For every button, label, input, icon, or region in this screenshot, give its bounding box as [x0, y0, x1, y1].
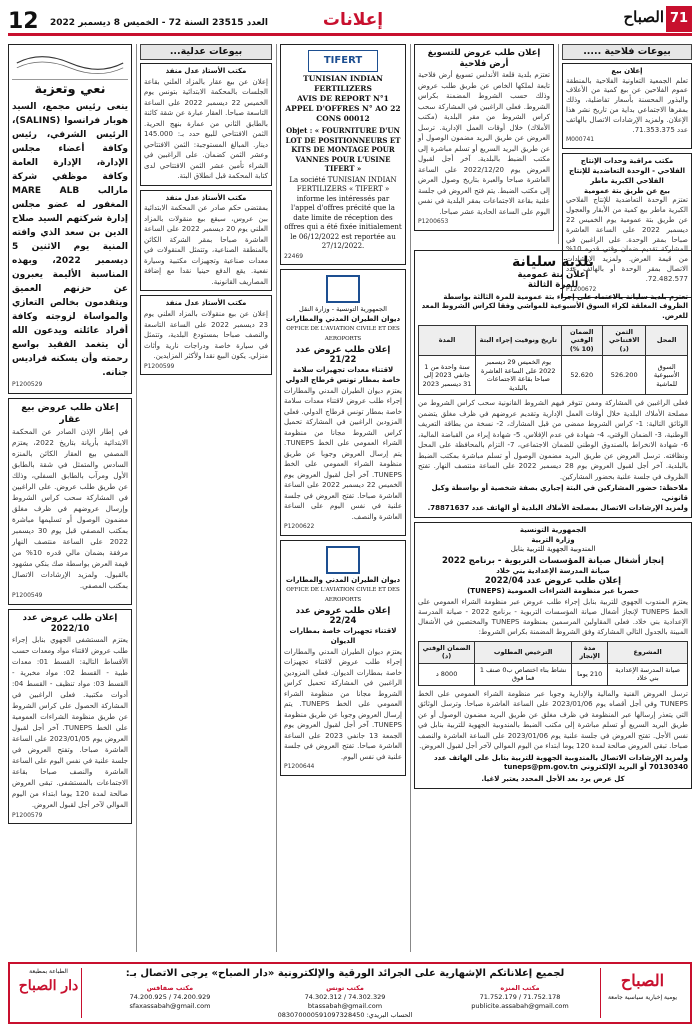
table-header: مدة الإنجاز [572, 641, 608, 663]
oaca-2-title: إعلان طلب عروض عدد 22/24 [295, 606, 391, 627]
siliana-subtitle-1: إعلان بتة عمومية [517, 270, 589, 280]
siliana-intro: تعتزم بلدية سليانة بالاعتماد على إجراء بتة عمومية للمرة الثالثة بواسطة الظروف المغلقة لكراء السوق الأسبوعية للمواشي وفقا لكراس الشروط المعد للغرض. [421, 292, 688, 321]
condolence-title: نعي وتعزية [34, 82, 106, 97]
footer-offices [90, 984, 600, 1011]
land-rent-text: تعتزم بلدية قلعة الأندلس تسويغ أرض فلاحية تابعة لملكها الخاص عن طريق طلب عروض وذلك حسب الشروط المضمنة بكراس الشروط. فعلى الراغبين في المشاركة سحب كراس الشروط من مقر البلدية (مكتب الأملاك) خلال أوقات العمل الإدارية. ترسل العروض عن طريق البريد مضمون الوصول أو عن طريق البريد السريع أو تسلم مباشرة إلى مكتب الضبط بالبلدية. آخر أجل لقبول العروض يوم 2022/12/20 على الساعة العاشرة صباحا والعبرة بتاريخ وصول العرض إلى مكتب الضبط. يتم فتح العروض في جلسة علنية بقاعة الاجتماعات بمقر البلدية في نفس اليوم على الساعة الحادية عشر صباحا. [418, 71, 550, 216]
condolence-notice [8, 44, 132, 394]
column-1 [8, 44, 132, 952]
judicial-sales-ref: P1200599 [144, 362, 175, 370]
auction-ref: P1200549 [12, 591, 43, 599]
office-label: مكتب صفاقس [146, 984, 194, 992]
oaca-1-office: ديوان الطيران المدني والمطارات [285, 315, 401, 324]
oaca-2-office-fr: OFFICE DE L'AVIATION CIVILE ET DES AEROPORTS [286, 586, 400, 603]
siliana-subtitle-2: للمرة الثالثة [527, 279, 579, 290]
agri-ref-2: P1200672 [566, 285, 597, 293]
table-cell: 210 يوما [572, 663, 608, 685]
footer-logo-tagline: يومية إخبارية سياسية جامعة [607, 994, 678, 1001]
table-cell: نشاط بناء اختصاص ب0 صنف 1 فما فوق [475, 663, 572, 685]
edu-text: ترسل العروض الفنية والمالية والإدارية وجوبا عبر منظومة الشراء العمومي على الخط TUNEPS وفي أجل أقصاه يوم 2023/01/06 على الساعة العاشرة صباحا. وترسل الوثائق التي يتعذر إرسالها عبر المنظومة في ظرف مغلق عن طريق البريد مضمون الوصول أو عن طريق البريد السريع أو تسلم مباشرة إلى مكتب الضبط بالمندوبية الجهوية للتربية بنابل في نفس الأجل. تفتح العروض في جلسة علنية يوم 2023/01/06 على الساعة العاشرة والنصف صباحا. تبقى العروض صالحة لمدة 120 يوما ابتداء من اليوم الموالي لآخر أجل لقبول العروض. [418, 689, 689, 751]
office-email[interactable]: btassabah@gmail.com [307, 1002, 383, 1010]
edu-table [418, 641, 688, 686]
table-cell: صيانة المدرسة الإعدادية بني خلاد [608, 663, 688, 685]
issue-line: العدد 23515 السنة 72 - الخميس 8 ديسمبر 2022 [50, 18, 268, 28]
table-header: المحل [646, 325, 688, 356]
oaca-1-ministry: الجمهورية التونسية - وزارة النقل [299, 305, 387, 314]
agri-unit-text: تعتزم الوحدة التعاضدية للإنتاج الفلاحي الكبرية ماطر بيع كمية من الأبقار والعجول عن طريق بتة عمومية يوم الخميس 22 ديسمبر 2022 على الساعة العاشرة صباحا بمقر الوحدة. على الراغبين في المشاركة تقديم ضمان وقتي قدره 10% من قيمة العرض. ولمزيد الإرشادات الاتصال بمقر الوحدة أو بالهاتف عدد 72.482.577. [566, 196, 688, 283]
office-sfax [90, 984, 250, 1011]
siliana-title: بلدية سليانة [512, 254, 594, 270]
footer-logo-name: الصباح [620, 971, 665, 990]
judicial-sale-2-title: مكتب الأستاذ عدل منفذ [165, 193, 247, 202]
agri-notice-title: إعلان بيع [611, 66, 643, 75]
table-cell: 8000 د [419, 663, 475, 685]
oaca-1-ref: P1200622 [284, 523, 315, 531]
office-phone: 74.302.312 / 74.302.329 [304, 993, 386, 1001]
oaca-1-text: يعتزم ديوان الطيران المدني والمطارات إجراء طلب عروض لاقتناء معدات سلامة خاصة بمطار تونس قرطاج الدولي. فعلى المزودين الراغبين في المشاركة تحميل كراس الشروط مجانا من منظومة الشراء العمومي على الخط TUNEPS. يتم إرسال العروض وجوبا عن طريق منظومة الشراء العمومي على الخط TUNEPS. آخر أجل لقبول العروض يوم الخميس 22 ديسمبر 2022 على الساعة العاشرة صباحا. تفتح العروض في جلسة علنية في نفس اليوم على الساعة العاشرة والنصف. [284, 386, 402, 521]
oaca-logo-icon [326, 275, 360, 303]
office-label: مكتب المنزه [500, 984, 540, 992]
siliana-table [418, 325, 688, 396]
column-divider [136, 44, 137, 952]
siliana-contact: ولمزيد الإرشادات الاتصال بمصلحة الأملاك البلدية أو الهاتف عدد 78871637. [427, 504, 688, 513]
tifert-object: Objet : « FOURNITURE D'UN LOT DE POSITIONNEURS ET KITS DE MONTAGE POUR VANNES POUR L'USINE TIFERT » [285, 126, 401, 173]
land-rent-notice [414, 44, 554, 231]
tifert-ref: 22469 [284, 252, 304, 260]
office-email[interactable]: publicite.assabah@gmail.com [471, 1002, 569, 1010]
judicial-sale-1 [140, 63, 272, 186]
auction-text: في إطار الإذن الصادر عن المحكمة الابتدائية بأريانة بتاريخ 2022، يعتزم المصفي بيع العقار الكائن بالمنزه السادس والمتمثل في شقة بالطابق الأول ومرآب بالطابق السفلي، وذلك عن طريق طلب عروض. على الراغبين في المشاركة سحب كراس الشروط وإرسال عروضهم في ظرف مغلق مضمون الوصول أو تسليمها مباشرة بمكتب المصفي قبل يوم 30 ديسمبر 2022 على الساعة منتصف النهار مرفقة بضمان مالي قدره 10% من قيمة العرض بواسطة صك بنكي مشهود بالقبول. ولمزيد الإرشادات الاتصال بمكتب المصفي. [12, 426, 129, 590]
judicial-sale-3-text: إعلان عن بيع منقولات بالمزاد العلني يوم 23 ديسمبر 2022 على الساعة التاسعة والنصف صباحا بمستودع البلدية، وتتمثل في سيارة خاصة ودراجات نارية وأثاث منزلي. يكون البيع نقدا ولأكثر المزايدين. [144, 310, 268, 361]
edu-subtitle: صيانة المدرسة الإعدادية بني خلاد [496, 567, 610, 576]
edu-title: إنجاز أشغال صيانة المؤسسات التربوية - برنامج 2022 [442, 556, 664, 567]
table-header: الضمان الوقتي (د) [419, 641, 475, 663]
auction-notice [8, 398, 132, 605]
oaca-tender-1 [280, 269, 406, 536]
siliana-text: فعلى الراغبين في المشاركة وممن تتوفر فيهم الشروط القانونية سحب كراس الشروط من مصلحة الأملاك البلدية خلال أوقات العمل الإدارية وتقديم عروضهم في ظرف مغلق يتضمن الوثائق التالية: 1- كراس الشروط ممضى من قبل المشارك، 2- نسخة من بطاقة التعريف الوطنية، 3- الضمان الوقتي، 4- شهادة في عدم الإفلاس، 5- شهادة إبراء من القباضة المالية، 6- شهادة الانخراط بالصندوق الوطني للضمان الاجتماعي، 7- التزام بالمحافظة على المحل ونظافته. ترسل العروض عن طريق البريد مضمون الوصول أو تسلم مباشرة بمكتب الضبط بالبلدية. آخر أجل لقبول العروض يوم 28 ديسمبر 2022 على الساعة منتصف النهار. تفتح الظروف في جلسة علنية بحضور المشاركين. [418, 399, 688, 481]
footer-logo [600, 968, 684, 1018]
table-header: الثمن الافتتاحي (د) [602, 325, 645, 356]
tifert-body: La société TUNISIAN INDIAN FERTILIZERS « TIFERT » informe les intéressés par l'appel d'offres précité que la date limite de réception des offres qui a été fixée initialement le 06/12/2022 est reportée au 27/12/2022. [284, 175, 402, 250]
footer-logo2-tagline: الطباعة بمطبعة [29, 968, 68, 975]
agri-unit-title: مكتب مراقبة وحدات الإنتاج الفلاحي - الوحدة التعاضدية للإنتاج الفلاحي الكبرية ماطر [568, 157, 686, 185]
edu-contact: ولمزيد الإرشادات الاتصال بالمندوبية الجهوية للتربية بنابل على الهاتف عدد 70130340 أو البريد الإلكتروني tuneps@pm.gov.tn [434, 753, 688, 772]
condolence-ref: P1200529 [12, 381, 43, 388]
masthead-name: الصباح [623, 8, 664, 26]
table-row [419, 356, 688, 395]
agri-sales-band: بيوعات فلاحية ..... [562, 44, 692, 60]
column-4 [414, 44, 554, 244]
oaca-2-text: يعتزم ديوان الطيران المدني والمطارات إجراء طلب عروض لاقتناء تجهيزات خاصة بمطارات الديوان. فعلى المزودين الراغبين في المشاركة تحميل كراس الشروط مجانا من منظومة الشراء العمومي على الخط TUNEPS. يتم إرسال العروض وجوبا عن طريق منظومة TUNEPS. آخر أجل لقبول العروض يوم الجمعة 13 جانفي 2023 على الساعة العاشرة صباحا. تفتح العروض في جلسة علنية في نفس اليوم. [284, 647, 403, 761]
table-header-row [419, 325, 688, 356]
table-header: تاريخ ونوقيت إجراء البتة [476, 325, 561, 356]
agri-notice-text: تعلم الجمعية التعاونية الفلاحية بالمنطقة عموم الفلاحين عن بيع كمية من الأعلاف والبذور المحسنة بأسعار تفاضلية، وذلك بمقرها الاجتماعي بداية من تاريخ نشر هذا الإعلان. ولمزيد الإرشادات الاتصال بالهاتف عدد 71.353.375. [566, 76, 688, 134]
edu-intro: يعتزم المندوب الجهوي للتربية بنابل إجراء طلب عروض عبر منظومة الشراء العمومي على الخط TUNEPS لإنجاز أشغال صيانة المؤسسات التربوية - برنامج 2022 - صيانة المدرسة الإعدادية بني خلاد. فعلى المقاولين المرسمين بمنظومة TUNEPS والمختصين في الأشغال المبينة بالجدول التالي المشاركة وفق الشروط المضمنة بكراس الشروط: [418, 598, 688, 636]
oaca-logo-icon [326, 546, 360, 574]
table-cell: سنة واحدة من 1 جانفي 2023 إلى 31 ديسمبر 2023 [419, 356, 476, 395]
judicial-sale-1-text: إعلان عن بيع عقار بالمزاد العلني بقاعة الجلسات بالمحكمة الابتدائية بتونس يوم الخميس 22 ديسمبر 2022 على الساعة التاسعة صباحا. العقار عبارة عن شقة كائنة بالطابق الثاني من عمارة بنهج الحرية. الثمن الافتتاحي للبيع حدد بـ: 145.000 دينار. المبالغ المستوجبة: الثمن الافتتاحي وعشر الثمن كضمان. على الراغبين في الشراء تأمين عشر الثمن الافتتاحي لدى كتابة المحكمة قبل انطلاق البتة. [144, 77, 268, 181]
edu-note: كل عرض يرد بعد الأجل المحدد يعتبر لاغيا. [481, 775, 625, 784]
edu-tuneps: حصريا عبر منظومة الشراءات العمومية (TUNEPS) [467, 586, 639, 595]
tifert-notice-title: AVIS DE REPORT N°1 APPEL D'OFFRES N° AO 22 CONS 00012 [285, 94, 401, 123]
edu-call: إعلان طلب عروض عدد 2022/04 [484, 575, 622, 586]
edu-direction: المندوبية الجهوية للتربية بنابل [510, 545, 596, 554]
siliana-note: ملاحظة: حضور المشاركين في البتة إجباري بصفة شخصية أو بواسطة وكيل قانوني. [431, 484, 688, 503]
tender-box-title: إعلان طلب عروض عدد 2022/10 [22, 612, 118, 634]
column-divider [558, 44, 559, 244]
edu-ministry: وزارة التربية [531, 535, 575, 544]
oaca-2-object: لاقتناء تجهيزات خاصة بمطارات الديوان [289, 626, 397, 645]
oaca-1-office-fr: OFFICE DE L'AVIATION CIVILE ET DES AEROPORTS [286, 325, 400, 342]
footer-logo-secondary [16, 968, 82, 1018]
section-title: إعلانات [322, 10, 384, 30]
column-2 [140, 44, 272, 952]
edu-republic: الجمهورية التونسية [519, 525, 587, 534]
tender-box [8, 609, 132, 825]
table-header: المدة [419, 325, 476, 356]
footer-headline: لجميع إعلاناتكم الإشهارية على الجرائد الورقية والإلكترونية «دار الصباح» يرجى الاتصال بـ: [125, 968, 565, 979]
table-cell: 52.620 [561, 356, 602, 395]
footer-bank: الحساب البريدي: 083070000591097328450 [277, 1011, 413, 1019]
judicial-sale-2 [140, 190, 272, 292]
education-notice [414, 522, 692, 789]
column-5 [562, 44, 692, 293]
office-menzah [440, 984, 600, 1011]
agri-ref-1: M000741 [566, 136, 595, 144]
oaca-2-office: ديوان الطيران المدني والمطارات [285, 575, 401, 584]
judicial-sale-3-title: مكتب الأستاذ عدل منفذ [165, 299, 247, 308]
right-lower-block [414, 250, 692, 952]
oaca-tender-2 [280, 540, 406, 776]
table-header: الضمان الوقتي (10 %) [561, 325, 602, 356]
table-cell: 526.200 [602, 356, 645, 395]
office-email[interactable]: sfaxassabah@gmail.com [129, 1002, 211, 1010]
auction-title: إعلان طلب عروض بيع عقار [21, 402, 119, 425]
judicial-sale-3 [140, 295, 272, 375]
judicial-sales-band: بيوعات عدلية... [140, 44, 272, 60]
column-3 [280, 44, 406, 952]
siliana-notice [414, 250, 692, 518]
ornament-icon [12, 48, 128, 80]
column-divider [276, 44, 277, 952]
agri-unit-subtitle: بيع عن طريق بتة عمومية [583, 186, 670, 195]
judicial-sale-2-text: بمقتضى حكم صادر عن المحكمة الابتدائية ببن عروس، سيقع بيع منقولات بالمزاد العلني يوم 20 ديسمبر 2022 على الساعة العاشرة صباحا بمقر الشركة الكائن بالمنطقة الصناعية، وتتمثل المنقولات في معدات صناعية وتجهيزات مكتبية وسيارة نفعية. يقع الدفع حينيا نقدا مع إضافة المصاريف القانونية. [144, 204, 268, 286]
tender-box-text: يعتزم المستشفى الجهوي بنابل إجراء طلب عروض لاقتناء مواد ومعدات حسب الأقساط التالية: القسط 01: معدات طبية - القسط 02: مواد مخبرية - القسط 03: مواد تنظيف - القسط 04: أدوات مكتبية. فعلى الراغبين في المشاركة الحصول على كراس الشروط عن طريق منظومة الشراءات العمومية على الخط TUNEPS. آخر أجل لقبول العروض يوم 2023/01/05 على الساعة العاشرة صباحا. وتفتح العروض في جلسة علنية في نفس اليوم على الساعة العاشرة والنصف صباحا بقاعة الاجتماعات بالمستشفى. تبقى العروض صالحة لمدة 120 يوما ابتداء من اليوم الموالي لآخر أجل لقبول العروض. [12, 635, 129, 809]
table-cell: السوق الأسبوعية للماشية [646, 356, 688, 395]
table-header: الترخيص المطلوب [475, 641, 572, 663]
office-tunis [265, 984, 425, 1011]
table-row [419, 663, 688, 685]
office-phone: 74.200.925 / 74.200.929 [129, 993, 211, 1001]
tender-box-ref: P1200579 [12, 811, 43, 819]
tifert-logo: TIFERT [308, 50, 378, 72]
land-rent-title: إعلان طلب عروض للتسويغ أرض فلاحية [427, 48, 541, 69]
condolence-text: ينعى رئيس مجمع، السيد هوبار فرانسوا (SALINS)، الرئيس الشرفي، رئيس وكافة أعضاء مجلس الإدارة، الإدارة العامة وكافة موظفي شركة مارالب MARE ALB المغفور له عضو مجلس إدارة شركتهم السيد صلاح الدين بن سعد الذي وافته المنية يوم الاثنين 5 ديسمبر 2022، وبهذه المناسبة الأليمة يعبرون عن حزنهم العميق ويتقدمون بخالص التعازي والمواساة لزوجته وكافة أفراد عائلته ويدعون الله أن يتغمد الفقيد بواسع رحمته وأن يسكنه فراديس جنانه. [12, 102, 128, 378]
page-header [8, 10, 692, 36]
table-header-row [419, 641, 688, 663]
column-divider [410, 44, 411, 952]
oaca-1-title: إعلان طلب عروض عدد 21/22 [295, 345, 391, 366]
table-cell: يوم الخميس 29 ديسمبر 2022 على الساعة العاشرة صباحا بقاعة الاجتماعات بالبلدية [476, 356, 561, 395]
footer-logo2-name: دار الصباح [18, 978, 79, 994]
office-label: مكتب تونس [326, 984, 364, 992]
land-rent-ref: P1200653 [418, 218, 449, 225]
table-header: المشروع [608, 641, 688, 663]
agri-notice [562, 63, 692, 149]
judicial-sale-1-title: مكتب الأستاذ عدل منفذ [165, 66, 247, 75]
tifert-title: TUNISIAN INDIAN FERTILIZERS [303, 74, 383, 93]
oaca-2-ref: P1200644 [284, 763, 315, 771]
masthead-number: 71 [666, 6, 692, 32]
footer-banner [8, 962, 692, 1024]
tifert-notice [280, 44, 406, 265]
page-number: 12 [8, 9, 39, 34]
office-phone: 71.752.179 / 71.752.178 [479, 993, 561, 1001]
oaca-1-object: لاقتناء معدات تجهيزات سلامة خاصة بمطار تونس قرطاج الدولي [285, 366, 401, 384]
